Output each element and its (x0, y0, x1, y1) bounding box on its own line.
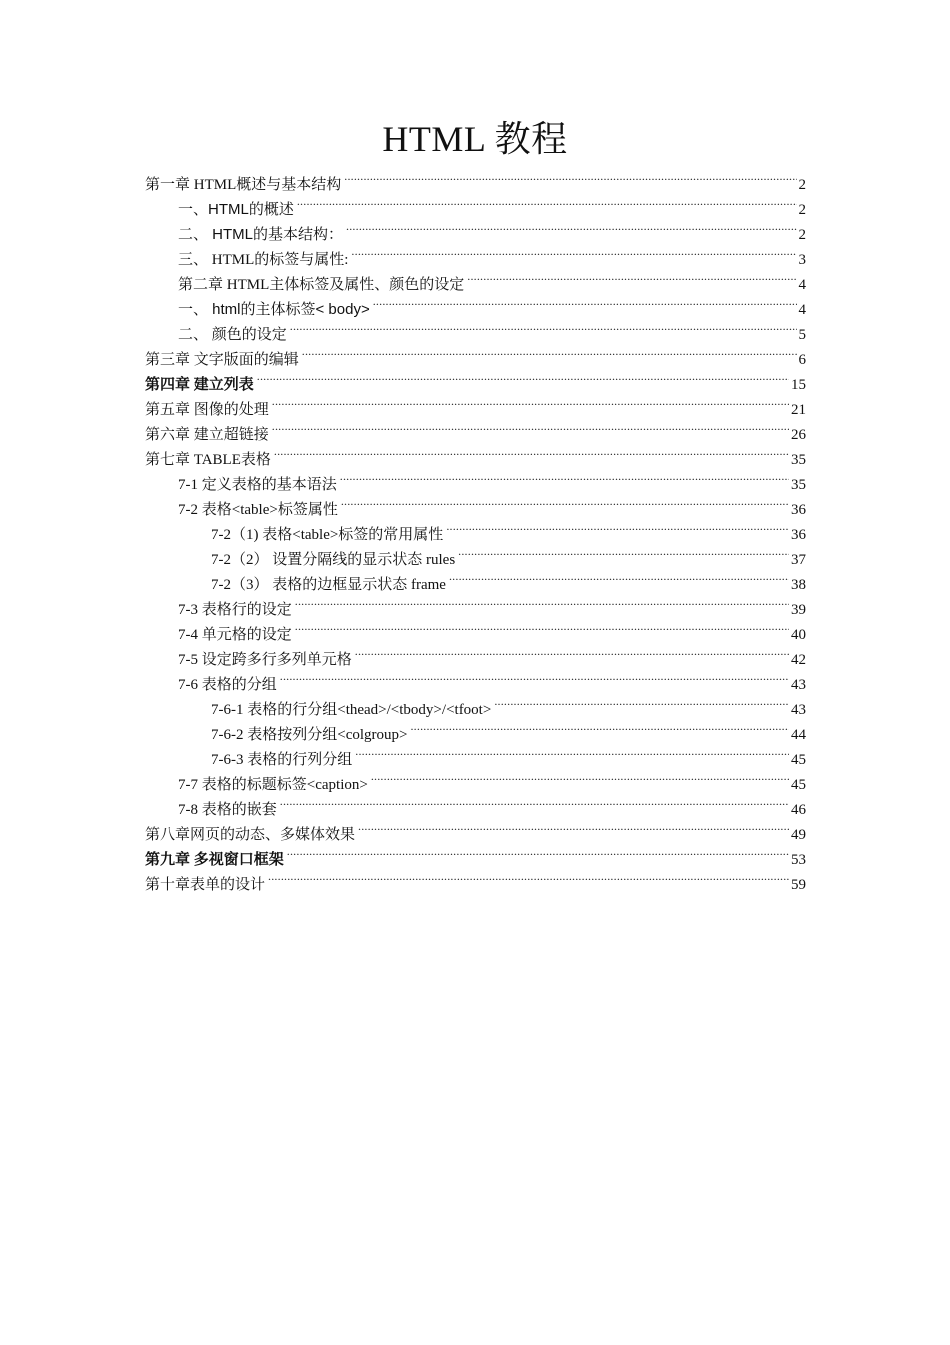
toc-entry-page-number: 15 (791, 377, 806, 393)
toc-entry-title: 7-6 表格的分组 (178, 677, 277, 693)
toc-entry-page-number: 53 (791, 852, 806, 868)
toc-entry-page-number: 2 (798, 227, 806, 243)
toc-dot-leader (297, 189, 797, 214)
toc-dot-leader (467, 264, 796, 289)
toc-dot-leader (355, 739, 789, 764)
toc-dot-leader (295, 589, 789, 614)
toc-entry-title: 第五章 图像的处理 (145, 402, 269, 418)
toc-entry-page-number: 36 (791, 527, 806, 543)
toc-entry-page-number: 4 (798, 277, 806, 293)
toc-dot-leader (355, 639, 789, 664)
toc-dot-leader (344, 164, 796, 189)
toc-entry-title: 第十章表单的设计 (145, 877, 266, 893)
toc-entry-page-number: 2 (798, 177, 806, 193)
toc-dot-leader (280, 664, 789, 689)
toc-dot-leader (494, 689, 789, 714)
toc-entry-title: 二、 颜色的设定 (178, 327, 287, 343)
toc-dot-leader (341, 489, 789, 514)
toc-entry-title: 第四章 建立列表 (145, 377, 254, 393)
toc-entry-page-number: 36 (791, 502, 806, 518)
toc-dot-leader (446, 514, 789, 539)
toc-entry-page-number: 35 (791, 452, 806, 468)
toc-entry-page-number: 43 (791, 702, 806, 718)
toc-entry-title: 7-6-2 表格按列分组<colgroup> (211, 727, 408, 743)
toc-dot-leader (302, 339, 797, 364)
toc-entry-title: 7-2（3） 表格的边框显示状态 frame (211, 577, 446, 593)
toc-entry[interactable] (145, 164, 806, 193)
toc-entry-page-number: 37 (791, 552, 806, 568)
toc-entry-page-number: 39 (791, 602, 806, 618)
toc-entry-title: 第九章 多视窗口框架 (145, 852, 284, 868)
toc-dot-leader (274, 439, 789, 464)
toc-entry-title: 7-7 表格的标题标签<caption> (178, 777, 368, 793)
toc-entry-page-number: 4 (798, 302, 806, 318)
toc-entry-page-number: 3 (798, 252, 806, 268)
toc-entry-title: 第七章 TABLE表格 (145, 452, 271, 468)
toc-entry-page-number: 43 (791, 677, 806, 693)
toc-dot-leader (295, 614, 789, 639)
toc-entry-title: 7-6-3 表格的行列分组 (211, 752, 353, 768)
toc-entry-title: 7-2 表格<table>标签属性 (178, 502, 338, 518)
toc-entry-title: 7-6-1 表格的行分组<thead>/<tbody>/<tfoot> (211, 702, 492, 718)
toc-entry-title: 7-3 表格行的设定 (178, 602, 292, 618)
toc-dot-leader (410, 714, 789, 739)
toc-dot-leader (358, 814, 789, 839)
toc-dot-leader (268, 864, 789, 889)
toc-entry-page-number: 35 (791, 477, 806, 493)
toc-entry-title: 第八章网页的动态、多媒体效果 (145, 827, 356, 843)
toc-entry-page-number: 59 (791, 877, 806, 893)
toc-entry-page-number: 49 (791, 827, 806, 843)
toc-entry-page-number: 2 (798, 202, 806, 218)
toc-entry-title: 第二章 HTML主体标签及属性、颜色的设定 (178, 277, 465, 293)
toc-entry-page-number: 40 (791, 627, 806, 643)
toc-entry-title: 7-5 设定跨多行多列单元格 (178, 652, 352, 668)
toc-entry-title: 7-8 表格的嵌套 (178, 802, 277, 818)
toc-entry-title: 7-4 单元格的设定 (178, 627, 292, 643)
table-of-contents (145, 164, 806, 893)
toc-dot-leader (351, 239, 796, 264)
toc-entry-page-number: 44 (791, 727, 806, 743)
toc-dot-leader (287, 839, 789, 864)
document-title: HTML 教程 (382, 119, 568, 159)
toc-dot-leader (449, 564, 789, 589)
toc-entry-title: 一、HTML的概述 (178, 201, 294, 218)
toc-entry-page-number: 45 (791, 777, 806, 793)
toc-entry-title: 7-2（1) 表格<table>标签的常用属性 (211, 527, 444, 543)
toc-entry-page-number: 38 (791, 577, 806, 593)
toc-dot-leader (458, 539, 789, 564)
toc-entry-page-number: 42 (791, 652, 806, 668)
toc-entry-title: 第六章 建立超链接 (145, 427, 269, 443)
toc-dot-leader (272, 414, 789, 439)
toc-entry-title: 二、 HTML的基本结构： (178, 226, 344, 243)
toc-entry-page-number: 26 (791, 427, 806, 443)
toc-entry-page-number: 46 (791, 802, 806, 818)
toc-entry-page-number: 5 (798, 327, 806, 343)
toc-dot-leader (340, 464, 789, 489)
toc-entry-title: 第一章 HTML概述与基本结构 (145, 177, 342, 193)
toc-dot-leader (290, 314, 797, 339)
toc-dot-leader (272, 389, 789, 414)
toc-dot-leader (346, 214, 796, 239)
toc-entry-title: 三、 HTML的标签与属性: (178, 252, 349, 268)
toc-entry-page-number: 45 (791, 752, 806, 768)
toc-dot-leader (257, 364, 789, 389)
toc-dot-leader (280, 789, 789, 814)
toc-dot-leader (373, 289, 797, 314)
toc-entry-page-number: 21 (791, 402, 806, 418)
toc-entry-title: 一、 html的主体标签< body> (178, 301, 370, 318)
toc-entry-title: 第三章 文字版面的编辑 (145, 352, 299, 368)
toc-entry-title: 7-2（2） 设置分隔线的显示状态 rules (211, 552, 456, 568)
toc-dot-leader (371, 764, 789, 789)
toc-entry-title: 7-1 定义表格的基本语法 (178, 477, 337, 493)
toc-entry-page-number: 6 (798, 352, 806, 368)
